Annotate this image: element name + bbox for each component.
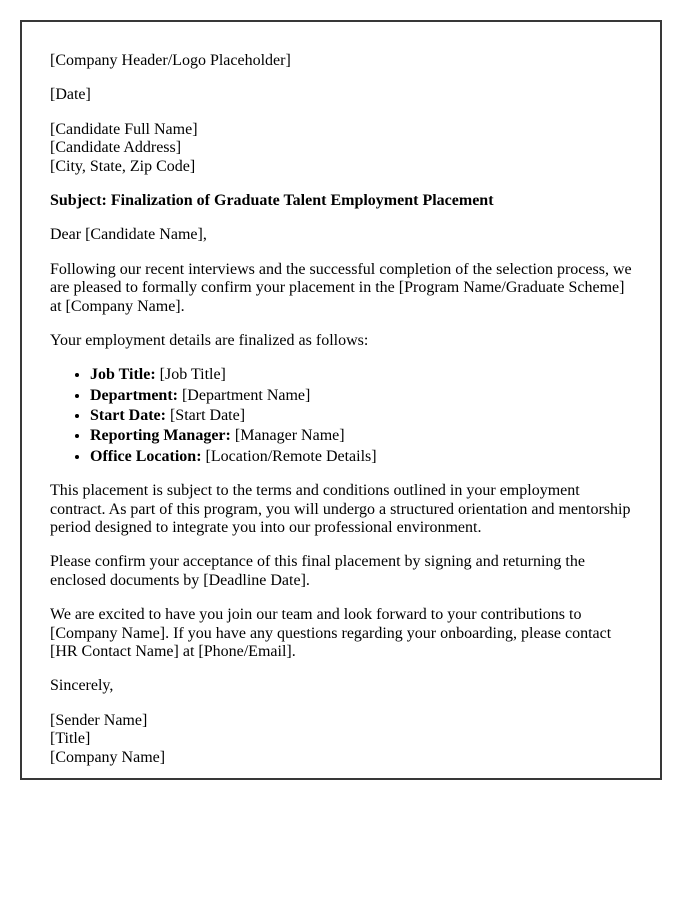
detail-value: [Manager Name] xyxy=(234,427,345,445)
letter-date: [Date] xyxy=(50,86,91,104)
detail-item-reporting-manager xyxy=(90,427,632,445)
letter-document xyxy=(20,20,662,780)
paragraph-intro: Following our recent interviews and the successful completion of the selection process, we are pleased to formally confirm your placement in the [Program Name/Graduate Scheme] at [Company Name]. xyxy=(50,260,632,315)
detail-item-job-title xyxy=(90,366,632,384)
detail-value: [Start Date] xyxy=(169,407,246,425)
employment-details-list xyxy=(50,366,632,466)
detail-item-department xyxy=(90,387,632,405)
signature-sender-name: [Sender Name] xyxy=(50,711,148,729)
detail-value: [Location/Remote Details] xyxy=(205,447,377,465)
detail-value: [Department Name] xyxy=(181,386,311,404)
detail-label: Job Title: xyxy=(90,366,156,384)
signature-company-name: [Company Name] xyxy=(50,748,166,766)
signature-title: [Title] xyxy=(50,730,91,748)
paragraph-closing: We are excited to have you join our team and look forward to your contributions to [Company Name]. If you have any questions regarding your onboarding, please contact [HR Contact Name] at [Phone/Email]. xyxy=(50,606,612,660)
sign-off: Sincerely, xyxy=(50,677,114,695)
detail-item-start-date xyxy=(90,407,632,425)
recipient-name: [Candidate Full Name] xyxy=(50,120,198,138)
detail-label: Department: xyxy=(90,386,178,404)
detail-item-office-location xyxy=(90,448,632,466)
recipient-address: [Candidate Address] xyxy=(50,139,182,157)
detail-label: Start Date: xyxy=(90,407,166,425)
salutation: Dear [Candidate Name], xyxy=(50,226,207,244)
paragraph-confirm: Please confirm your acceptance of this final placement by signing and returning the enclosed documents by [Deadline Date]. xyxy=(50,553,585,589)
paragraph-details-lead: Your employment details are finalized as follows: xyxy=(50,331,369,349)
detail-value: [Job Title] xyxy=(159,366,226,384)
detail-label: Office Location: xyxy=(90,447,202,465)
subject-line: Subject: Finalization of Graduate Talent Employment Placement xyxy=(50,191,494,209)
company-header-placeholder: [Company Header/Logo Placeholder] xyxy=(50,52,291,69)
paragraph-terms: This placement is subject to the terms and conditions outlined in your employment contract. As part of this program, you will undergo a structured orientation and mentorship period designed to integrate you into our professional environment. xyxy=(50,482,631,537)
recipient-city-state-zip: [City, State, Zip Code] xyxy=(50,157,196,175)
detail-label: Reporting Manager: xyxy=(90,427,231,445)
